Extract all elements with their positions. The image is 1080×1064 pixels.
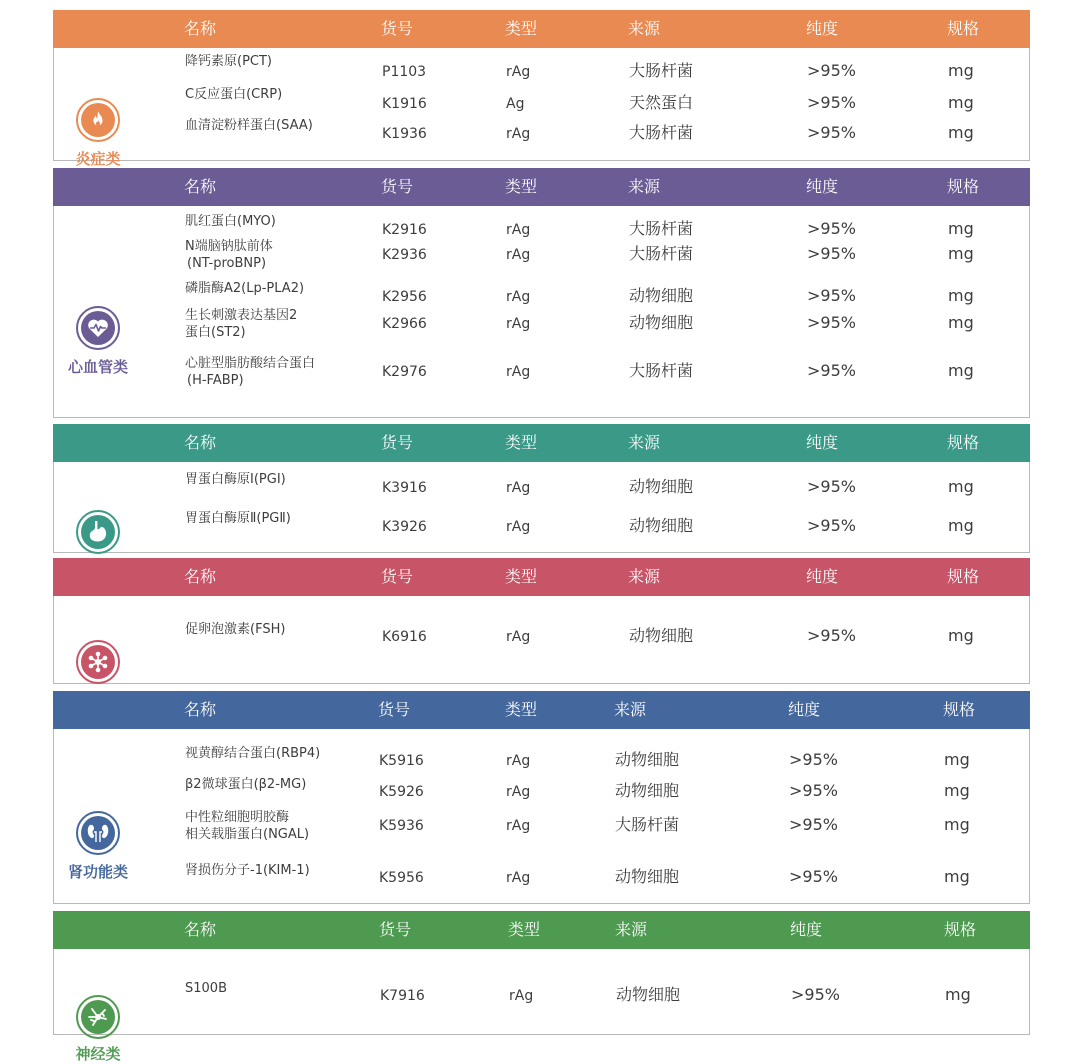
product-name-cell: 磷脂酶A2(Lp-PLA2) [185, 281, 305, 296]
product-name-cell: C反应蛋白(CRP) [185, 87, 283, 102]
code-cell: K2956 [382, 289, 427, 305]
product-name-cell: (H-FABP) [187, 373, 244, 388]
spec-column-header: 规格 [943, 700, 976, 719]
purity-cell: >95% [789, 867, 838, 886]
code-cell: K3916 [382, 480, 427, 496]
purity-cell: >95% [807, 219, 856, 238]
molecule-icon [76, 640, 120, 684]
purity-cell: >95% [807, 123, 856, 142]
neuron-icon [76, 995, 120, 1039]
product-name-cell: 生长刺激表达基因2 [185, 308, 298, 323]
code-cell: K7916 [380, 988, 425, 1004]
source-cell: 大肠杆菌 [629, 244, 694, 263]
type-column-header: 类型 [505, 433, 538, 452]
product-name-cell: 肌红蛋白(MYO) [185, 214, 276, 229]
purity-column-header: 纯度 [806, 177, 839, 196]
product-name-cell: 胃蛋白酶原Ⅱ(PGⅡ) [185, 511, 291, 526]
source-cell: 动物细胞 [616, 985, 681, 1004]
type-column-header: 类型 [505, 567, 538, 586]
code-cell: K5936 [379, 818, 424, 834]
category-label: 炎症类 [75, 150, 121, 168]
product-name-cell: (NT-proBNP) [187, 256, 267, 271]
source-cell: 动物细胞 [615, 750, 680, 769]
spec-cell: mg [948, 477, 974, 496]
type-cell: rAg [506, 222, 531, 238]
code-cell: K5916 [379, 753, 424, 769]
code-column-header: 货号 [381, 19, 414, 38]
table-header [53, 911, 1030, 949]
code-cell: K2936 [382, 247, 427, 263]
type-cell: rAg [506, 870, 531, 886]
type-cell: rAg [506, 126, 531, 142]
spec-column-header: 规格 [947, 177, 980, 196]
code-cell: K5956 [379, 870, 424, 886]
purity-column-header: 纯度 [806, 567, 839, 586]
category-section [53, 558, 1030, 684]
name-column-header: 名称 [184, 920, 217, 939]
spec-cell: mg [945, 985, 971, 1004]
category-badge [54, 306, 142, 377]
purity-cell: >95% [807, 626, 856, 645]
product-name-cell: 相关载脂蛋白(NGAL) [185, 827, 310, 842]
type-cell: rAg [506, 629, 531, 645]
type-cell: rAg [506, 247, 531, 263]
source-column-header: 来源 [614, 700, 647, 719]
spec-cell: mg [948, 286, 974, 305]
type-cell: rAg [506, 480, 531, 496]
spec-column-header: 规格 [944, 920, 977, 939]
table-body [53, 206, 1030, 418]
spec-column-header: 规格 [947, 433, 980, 452]
category-section [53, 691, 1030, 904]
source-column-header: 来源 [628, 19, 661, 38]
name-column-header: 名称 [184, 19, 217, 38]
spec-cell: mg [948, 61, 974, 80]
spec-cell: mg [948, 516, 974, 535]
type-cell: rAg [506, 784, 531, 800]
purity-cell: >95% [807, 516, 856, 535]
code-cell: K2976 [382, 364, 427, 380]
code-column-header: 货号 [381, 177, 414, 196]
purity-cell: >95% [807, 286, 856, 305]
product-name-cell: 胃蛋白酶原Ⅰ(PGⅠ) [185, 472, 286, 487]
code-cell: P1103 [382, 64, 427, 80]
spec-column-header: 规格 [947, 19, 980, 38]
source-cell: 动物细胞 [615, 781, 680, 800]
source-cell: 动物细胞 [615, 867, 680, 886]
name-column-header: 名称 [184, 177, 217, 196]
product-name-cell: 蛋白(ST2) [185, 325, 246, 340]
spec-cell: mg [948, 626, 974, 645]
source-cell: 大肠杆菌 [629, 361, 694, 380]
product-name-cell: 视黄醇结合蛋白(RBP4) [185, 746, 321, 761]
source-cell: 动物细胞 [629, 313, 694, 332]
type-cell: rAg [506, 519, 531, 535]
type-column-header: 类型 [505, 19, 538, 38]
type-cell: Ag [506, 96, 525, 112]
spec-cell: mg [944, 867, 970, 886]
kidney-icon [76, 811, 120, 855]
heart-pulse-icon [76, 306, 120, 350]
code-cell: K5926 [379, 784, 424, 800]
source-cell: 动物细胞 [629, 626, 694, 645]
type-column-header: 类型 [508, 920, 541, 939]
purity-cell: >95% [789, 750, 838, 769]
table-body [53, 596, 1030, 684]
spec-cell: mg [948, 313, 974, 332]
code-cell: K2966 [382, 316, 427, 332]
type-column-header: 类型 [505, 177, 538, 196]
table-header [53, 691, 1030, 729]
category-label: 心血管类 [67, 358, 128, 376]
table-header [53, 424, 1030, 462]
source-cell: 动物细胞 [629, 516, 694, 535]
purity-cell: >95% [789, 815, 838, 834]
name-column-header: 名称 [184, 433, 217, 452]
product-name-cell: 中性粒细胞明胶酶 [185, 810, 290, 825]
category-section [53, 168, 1030, 418]
type-cell: rAg [506, 316, 531, 332]
product-name-cell: S100B [185, 981, 227, 996]
code-cell: K1936 [382, 126, 427, 142]
type-cell: rAg [506, 818, 531, 834]
product-name-cell: N端脑钠肽前体 [185, 239, 273, 254]
source-column-header: 来源 [628, 177, 661, 196]
code-column-header: 货号 [381, 433, 414, 452]
source-cell: 大肠杆菌 [629, 61, 694, 80]
table-body [53, 949, 1030, 1063]
type-cell: rAg [506, 753, 531, 769]
spec-cell: mg [944, 815, 970, 834]
category-section [53, 424, 1030, 553]
purity-cell: >95% [807, 244, 856, 263]
source-column-header: 来源 [615, 920, 648, 939]
source-cell: 天然蛋白 [629, 93, 694, 112]
purity-cell: >95% [789, 781, 838, 800]
table-header [53, 168, 1030, 206]
category-badge [54, 811, 142, 882]
purity-column-header: 纯度 [806, 433, 839, 452]
spec-cell: mg [944, 781, 970, 800]
category-badge [54, 98, 142, 169]
category-label: 肾功能类 [67, 863, 128, 881]
name-column-header: 名称 [184, 567, 217, 586]
spec-cell: mg [948, 361, 974, 380]
table-header [53, 558, 1030, 596]
table-header [53, 10, 1030, 48]
type-column-header: 类型 [505, 700, 538, 719]
purity-cell: >95% [807, 61, 856, 80]
code-column-header: 货号 [378, 700, 411, 719]
code-cell: K6916 [382, 629, 427, 645]
spec-cell: mg [948, 244, 974, 263]
code-cell: K2916 [382, 222, 427, 238]
category-section [53, 911, 1030, 1063]
type-cell: rAg [509, 988, 534, 1004]
purity-column-header: 纯度 [806, 19, 839, 38]
type-cell: rAg [506, 289, 531, 305]
source-column-header: 来源 [628, 567, 661, 586]
spec-cell: mg [944, 750, 970, 769]
code-cell: K3926 [382, 519, 427, 535]
stomach-icon [76, 510, 120, 554]
product-name-cell: 心脏型脂肪酸结合蛋白 [185, 356, 316, 371]
source-cell: 大肠杆菌 [629, 219, 694, 238]
purity-cell: >95% [807, 361, 856, 380]
purity-cell: >95% [807, 313, 856, 332]
source-cell: 大肠杆菌 [629, 123, 694, 142]
code-column-header: 货号 [381, 567, 414, 586]
spec-column-header: 规格 [947, 567, 980, 586]
table-body [53, 729, 1030, 904]
code-column-header: 货号 [379, 920, 412, 939]
spec-cell: mg [948, 93, 974, 112]
purity-column-header: 纯度 [788, 700, 821, 719]
type-cell: rAg [506, 64, 531, 80]
purity-cell: >95% [807, 477, 856, 496]
table-body [53, 462, 1030, 553]
source-column-header: 来源 [628, 433, 661, 452]
purity-cell: >95% [807, 93, 856, 112]
table-body [53, 48, 1030, 168]
category-badge [54, 995, 142, 1064]
product-name-cell: 降钙素原(PCT) [185, 54, 273, 69]
source-cell: 大肠杆菌 [615, 815, 680, 834]
product-name-cell: 肾损伤分子-1(KIM-1) [185, 863, 310, 878]
flame-icon [76, 98, 120, 142]
purity-cell: >95% [791, 985, 840, 1004]
code-cell: K1916 [382, 96, 427, 112]
source-cell: 动物细胞 [629, 477, 694, 496]
type-cell: rAg [506, 364, 531, 380]
purity-column-header: 纯度 [790, 920, 823, 939]
spec-cell: mg [948, 219, 974, 238]
category-section [53, 10, 1030, 168]
source-cell: 动物细胞 [629, 286, 694, 305]
product-name-cell: 血清淀粉样蛋白(SAA) [185, 118, 313, 133]
category-label: 神经类 [75, 1045, 121, 1063]
name-column-header: 名称 [184, 700, 217, 719]
spec-cell: mg [948, 123, 974, 142]
product-name-cell: β2微球蛋白(β2-MG) [185, 777, 307, 792]
product-name-cell: 促卵泡激素(FSH) [185, 622, 286, 637]
